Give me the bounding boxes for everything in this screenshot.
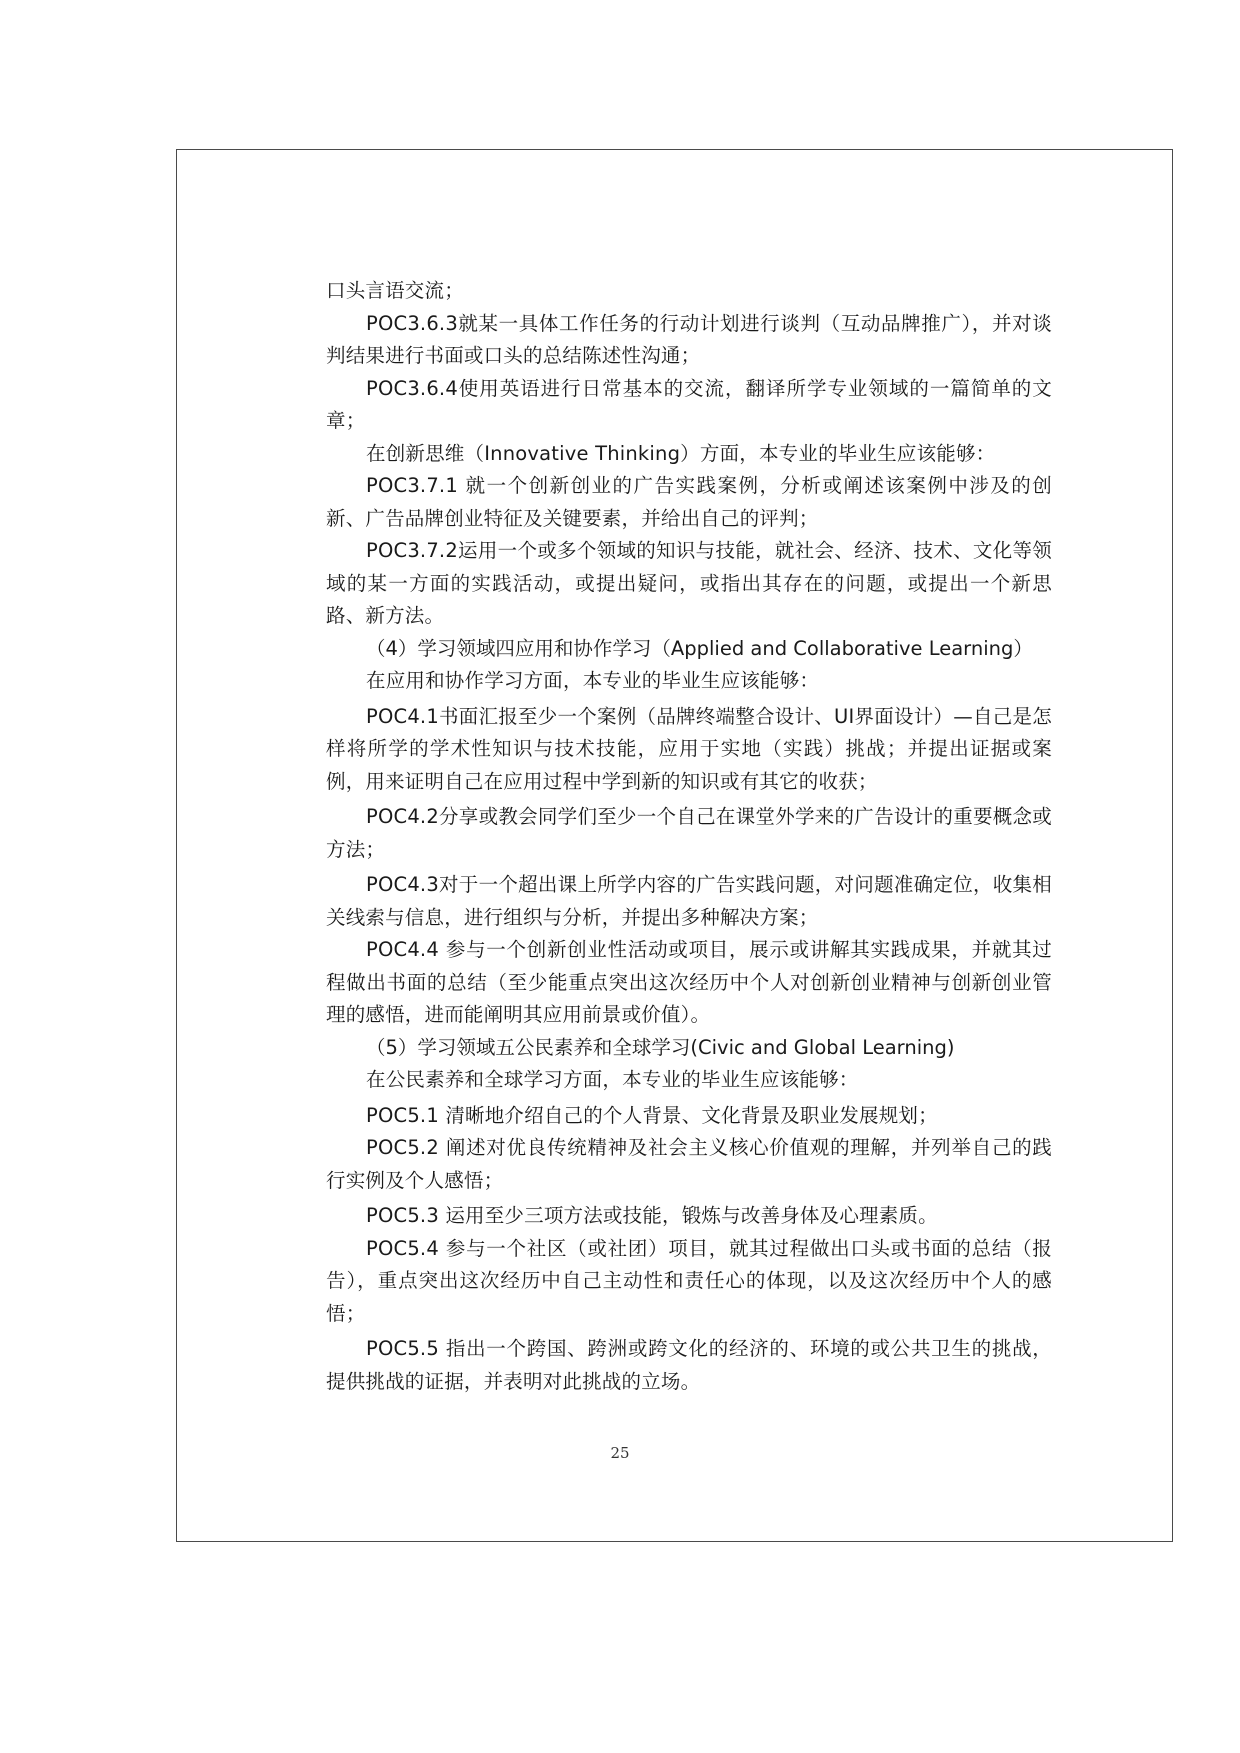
paragraph-poc5-5: POC5.5 指出一个跨国、跨洲或跨文化的经济的、环境的或公共卫生的挑战，提供挑战的证据，并表明对此挑战的立场。	[326, 1337, 1052, 1393]
document-body	[326, 275, 1052, 1398]
paragraph-poc3-7-1: POC3.7.1 就一个创新创业的广告实践案例，分析或阐述该案例中涉及的创新、广告品牌创业特征及关键要素，并给出自己的评判；	[326, 474, 1052, 530]
paragraph-applied-learning-intro: 在应用和协作学习方面，本专业的毕业生应该能够：	[366, 669, 820, 692]
page-number: 25	[610, 1444, 630, 1462]
paragraph-poc4-1: POC4.1书面汇报至少一个案例（品牌终端整合设计、UI界面设计）—自己是怎样将所学的学术性知识与技术技能，应用于实地（实践）挑战；并提出证据或案例，用来证明自己在应用过程中学到新的知识或有其它的收获；	[326, 704, 1052, 793]
paragraph-poc4-2: POC4.2分享或教会同学们至少一个自己在课堂外学来的广告设计的重要概念或方法；	[326, 805, 1052, 861]
section-heading-applied-learning: （4）学习领域四应用和协作学习（Applied and Collaborative Learning）	[366, 636, 1033, 660]
paragraph-poc5-1: POC5.1 清晰地介绍自己的个人背景、文化背景及职业发展规划；	[366, 1103, 938, 1127]
paragraph-poc3-6-3: POC3.6.3就某一具体工作任务的行动计划进行谈判（互动品牌推广），并对谈判结果进行书面或口头的总结陈述性沟通；	[326, 311, 1052, 367]
paragraph-poc5-3: POC5.3 运用至少三项方法或技能，锻炼与改善身体及心理素质。	[366, 1204, 938, 1227]
paragraph-poc3-7-2: POC3.7.2运用一个或多个领域的知识与技能，就社会、经济、技术、文化等领域的某一方面的实践活动，或提出疑问，或指出其存在的问题，或提出一个新思路、新方法。	[326, 539, 1052, 627]
paragraph-poc5-4: POC5.4 参与一个社区（或社团）项目，就其过程做出口头或书面的总结（报告），重点突出这次经历中自己主动性和责任心的体现，以及这次经历中个人的感悟；	[326, 1236, 1052, 1325]
paragraph-poc5-2: POC5.2 阐述对优良传统精神及社会主义核心价值观的理解，并列举自己的践行实例及个人感悟；	[326, 1136, 1052, 1192]
paragraph-poc4-4: POC4.4 参与一个创新创业性活动或项目，展示或讲解其实践成果，并就其过程做出书面的总结（至少能重点突出这次经历中个人对创新创业精神与创新创业管理的感悟，进而能阐明其应用前景或价值）。	[326, 938, 1052, 1026]
paragraph-civic-learning-intro: 在公民素养和全球学习方面，本专业的毕业生应该能够：	[366, 1068, 859, 1091]
section-heading-civic-learning: （5）学习领域五公民素养和全球学习(Civic and Global Learning)	[366, 1035, 955, 1059]
paragraph-poc3-6-4: POC3.6.4使用英语进行日常基本的交流，翻译所学专业领域的一篇简单的文章；	[326, 376, 1052, 432]
paragraph-poc4-3: POC4.3对于一个超出课上所学内容的广告实践问题，对问题准确定位，收集相关线索与信息，进行组织与分析，并提出多种解决方案；	[326, 873, 1052, 929]
paragraph-oral-communication: 口头言语交流；	[326, 279, 464, 302]
paragraph-innovative-thinking-intro: 在创新思维（Innovative Thinking）方面，本专业的毕业生应该能够：	[366, 441, 996, 465]
